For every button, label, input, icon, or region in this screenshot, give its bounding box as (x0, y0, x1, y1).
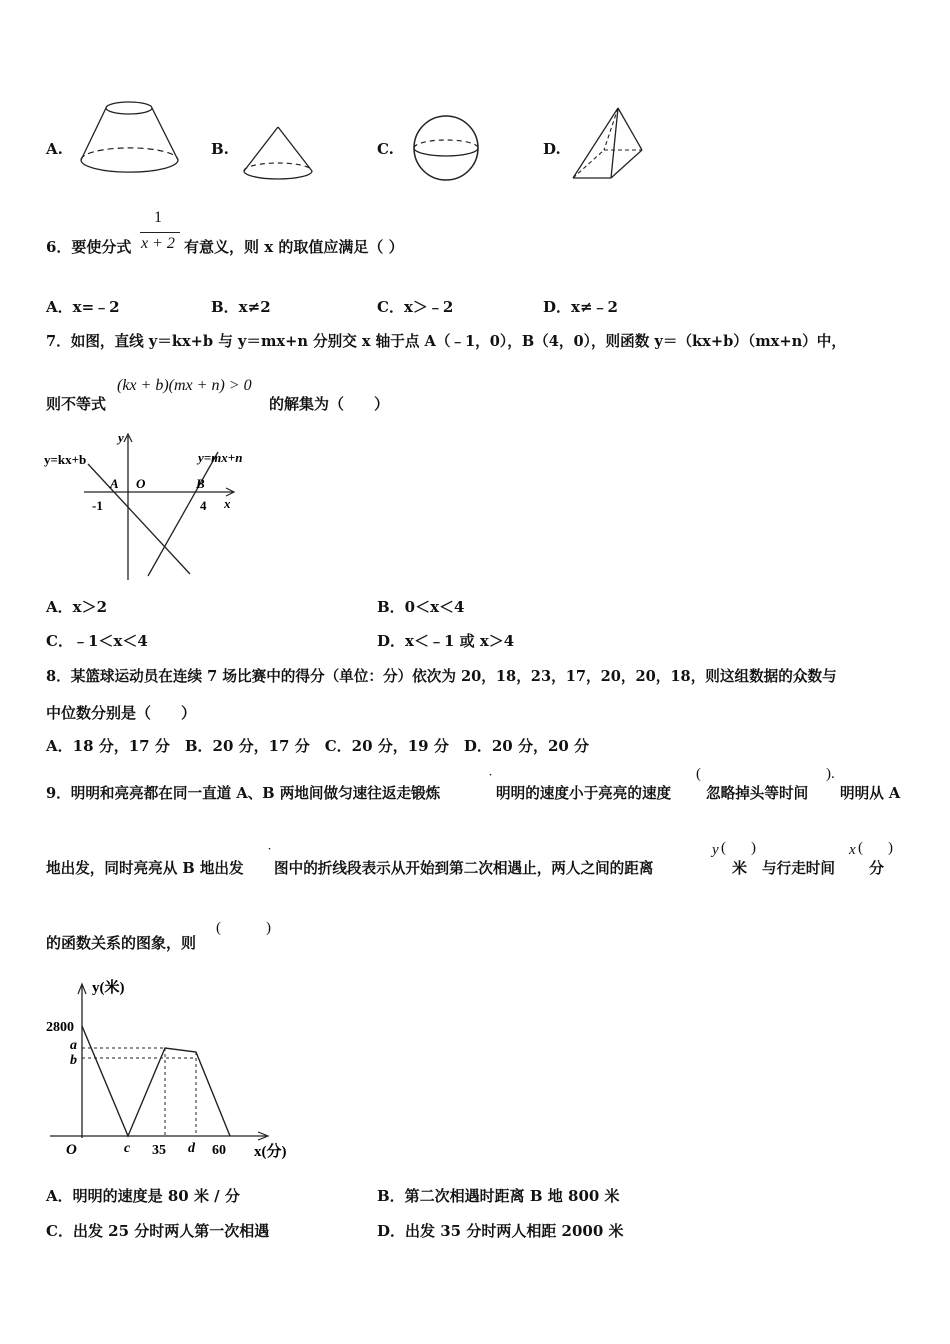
q7-option-a: A．x＞2 (46, 598, 108, 616)
q7-point-a: A (110, 476, 119, 491)
q7-line-mx (148, 452, 218, 576)
q7-graph (40, 428, 260, 584)
q7-axis-x-label: x (224, 496, 231, 511)
q9-paren-open-1: ( (696, 766, 701, 782)
q6-fraction-denominator: x + 2 (141, 235, 175, 252)
q9-x-symbol: x (849, 842, 856, 858)
q9-paren-close-1: ). (826, 766, 835, 782)
q7-point-o: O (136, 476, 146, 491)
q6-option-d: D．x≠﹣2 (543, 298, 618, 316)
frustum-icon (76, 98, 186, 186)
q6-fraction-numerator: 1 (154, 209, 162, 226)
q9-graph (40, 974, 300, 1164)
q9-line1b: 明明的速度小于亮亮的速度 (496, 785, 672, 802)
q7-tick-neg1: -1 (92, 498, 103, 513)
q9-line1d: 明明从 A (840, 785, 901, 802)
q9-option-a: A．明明的速度是 80 米 / 分 (46, 1187, 240, 1205)
q8-line2: 中位数分别是（ ） (46, 704, 197, 722)
q9-line2b: 图中的折线段表示从开始到第二次相遇止，两人之间的距离 (274, 860, 654, 877)
q9-y-paren-close: ) (751, 840, 756, 856)
q7-line2-prefix: 则不等式 (46, 395, 107, 413)
q9-x-unit: 分 (869, 859, 885, 877)
q8-options: A．18 分，17 分 B．20 分，17 分 C．20 分，19 分 D．20 分，20 分 (46, 737, 590, 755)
q9-line1a: 9．明明和亮亮都在同一直道 A、B 两地间做匀速往返走锻炼 (46, 785, 441, 802)
q7-label-mx: y=mx+n (198, 450, 243, 465)
q7-line1: 7．如图，直线 y＝kx+b 与 y＝mx+n 分别交 x 轴于点 A（﹣1，0），B（4，0），则函数 y＝（kx+b）（mx+n）中， (46, 333, 846, 350)
q6-suffix: 有意义，则 x 的取值应满足（ ） (184, 238, 404, 256)
q9-line2a: 地出发，同时亮亮从 B 地出发 (46, 860, 244, 877)
q7-option-b: B．0＜x＜4 (377, 598, 465, 616)
cone-icon (240, 124, 316, 186)
q6-option-b: B．x≠2 (211, 298, 271, 316)
q9-line2c: 与行走时间 (762, 860, 835, 877)
q9-tick-2800: 2800 (46, 1020, 74, 1035)
q6-fraction-bar (140, 232, 180, 233)
q7-point-b: B (196, 476, 205, 491)
q9-y-unit: 米 (732, 859, 748, 877)
q9-y-paren-open: ( (721, 840, 726, 856)
q5-option-a-label: A. (46, 140, 63, 158)
q5-option-c-label: C. (377, 140, 394, 158)
q9-y-symbol: y (712, 842, 719, 858)
q9-tick-c: c (124, 1141, 131, 1156)
q7-label-kx: y=kx+b (44, 452, 87, 467)
q5-option-b-label: B. (211, 140, 229, 158)
q6-prefix: 6．要使分式 (46, 238, 132, 256)
q5-option-d-label: D. (543, 140, 561, 158)
q7-line2-suffix: 的解集为（ ） (269, 395, 390, 413)
q9-tick-b: b (70, 1053, 77, 1068)
q9-tick-35: 35 (152, 1143, 166, 1158)
q9-answer-blank: ( ) (216, 920, 271, 936)
q9-tick-d: d (188, 1141, 195, 1156)
q9-x-paren-open: ( (858, 840, 863, 856)
q7-inequality: (kx + b)(mx + n) > 0 (117, 377, 252, 394)
q9-distance-line (82, 1026, 230, 1136)
q7-option-c: C．﹣1＜x＜4 (46, 632, 148, 650)
q9-line1c: 忽略掉头等时间 (706, 785, 809, 802)
q9-line2-dot: ˙ (267, 846, 272, 862)
q8-line1: 8．某篮球运动员在连续 7 场比赛中的得分（单位：分）依次为 20，18，23，17，20，20，18，则这组数据的众数与 (46, 668, 837, 685)
q6-option-a: A．x=﹣2 (46, 298, 120, 316)
q9-option-c: C．出发 25 分时两人第一次相遇 (46, 1222, 270, 1240)
q9-line3: 的函数关系的图象，则 (46, 934, 197, 952)
q9-graph-ylabel: y(米) (92, 980, 125, 996)
pyramid-icon (568, 104, 648, 184)
q9-option-b: B．第二次相遇时距离 B 地 800 米 (377, 1187, 620, 1205)
q7-tick-4: 4 (200, 498, 207, 513)
q9-origin: O (66, 1142, 77, 1158)
q7-axis-y-label: y (118, 430, 124, 445)
sphere-icon (410, 114, 482, 182)
q9-x-paren-close: ) (888, 840, 893, 856)
q9-graph-xlabel: x(分) (254, 1144, 287, 1160)
q9-option-d: D．出发 35 分时两人相距 2000 米 (377, 1222, 624, 1240)
q7-option-d: D．x＜﹣1 或 x＞4 (377, 632, 515, 650)
q6-option-c: C．x＞﹣2 (377, 298, 454, 316)
q9-tick-60: 60 (212, 1143, 226, 1158)
q9-line1-dot1: ˙ (488, 772, 493, 788)
q9-tick-a: a (70, 1038, 77, 1053)
